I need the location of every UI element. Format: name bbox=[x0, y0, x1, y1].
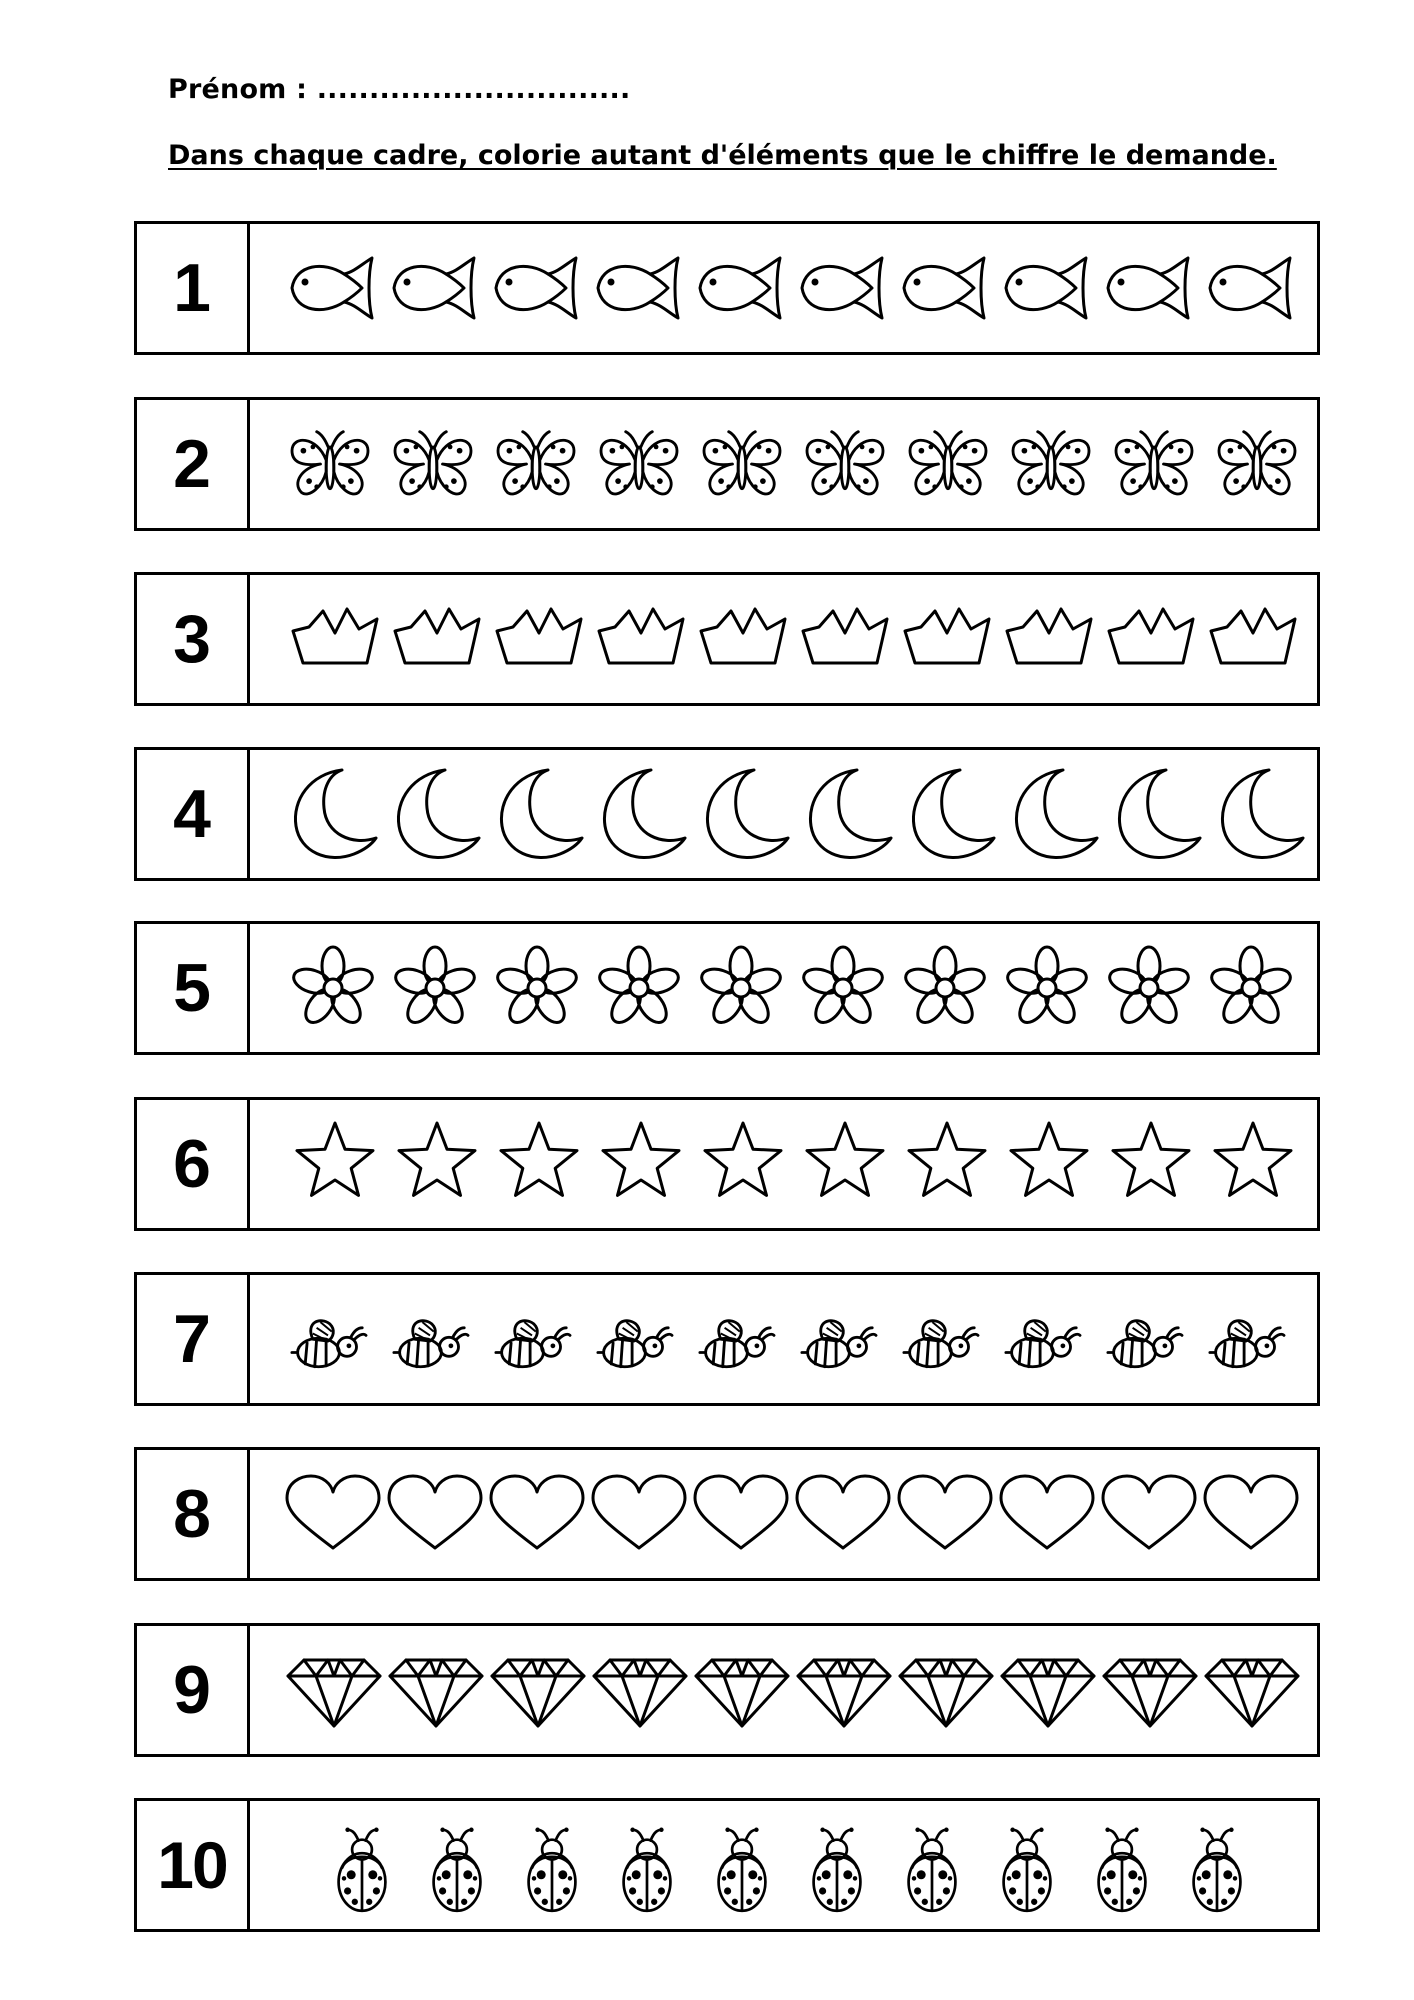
row-number: 3 bbox=[137, 575, 250, 703]
items-svg bbox=[250, 400, 1317, 528]
bee-icon[interactable] bbox=[1210, 1321, 1284, 1367]
diamond-icon[interactable] bbox=[696, 1660, 788, 1726]
star-icon[interactable] bbox=[909, 1123, 985, 1195]
items-svg bbox=[250, 224, 1317, 352]
items-svg bbox=[250, 1450, 1317, 1578]
heart-icon[interactable] bbox=[1103, 1476, 1195, 1548]
row-number: 4 bbox=[137, 750, 250, 878]
items-area bbox=[250, 750, 1317, 878]
items-area bbox=[250, 575, 1317, 703]
moon-icon[interactable] bbox=[398, 770, 479, 858]
instruction: Dans chaque cadre, colorie autant d'éléments que le chiffre le demande. bbox=[168, 140, 1277, 171]
heart-icon[interactable] bbox=[797, 1476, 889, 1548]
items-area bbox=[250, 1275, 1317, 1403]
diamond-icon[interactable] bbox=[288, 1660, 380, 1726]
exercise-row-9 bbox=[134, 1623, 1320, 1757]
items-svg bbox=[250, 924, 1317, 1052]
exercise-row-1 bbox=[134, 221, 1320, 355]
flower-icon[interactable] bbox=[1005, 947, 1090, 1028]
star-icon[interactable] bbox=[1215, 1123, 1291, 1195]
diamond-icon[interactable] bbox=[1104, 1660, 1196, 1726]
fish-icon[interactable] bbox=[598, 258, 678, 318]
ladybug-icon[interactable] bbox=[1004, 1828, 1051, 1911]
bee-icon[interactable] bbox=[1006, 1321, 1080, 1367]
crown-icon[interactable] bbox=[599, 609, 683, 663]
star-icon[interactable] bbox=[1113, 1123, 1189, 1195]
fish-icon[interactable] bbox=[292, 258, 372, 318]
flower-icon[interactable] bbox=[393, 947, 478, 1028]
ladybug-icon[interactable] bbox=[909, 1828, 956, 1911]
flower-icon[interactable] bbox=[495, 947, 580, 1028]
items-svg bbox=[250, 1275, 1317, 1403]
ladybug-icon[interactable] bbox=[434, 1828, 481, 1911]
butterfly-icon[interactable] bbox=[1013, 432, 1089, 494]
fish-icon[interactable] bbox=[802, 258, 882, 318]
moon-icon[interactable] bbox=[1222, 770, 1303, 858]
items-svg bbox=[250, 1801, 1317, 1929]
crown-icon[interactable] bbox=[1109, 609, 1193, 663]
diamond-icon[interactable] bbox=[594, 1660, 686, 1726]
heart-icon[interactable] bbox=[1001, 1476, 1093, 1548]
bee-icon[interactable] bbox=[292, 1321, 366, 1367]
heart-icon[interactable] bbox=[389, 1476, 481, 1548]
exercise-row-8 bbox=[134, 1447, 1320, 1581]
items-area bbox=[250, 1801, 1317, 1929]
exercise-row-4 bbox=[134, 747, 1320, 881]
crown-icon[interactable] bbox=[803, 609, 887, 663]
heart-icon[interactable] bbox=[695, 1476, 787, 1548]
flower-icon[interactable] bbox=[1209, 947, 1294, 1028]
heart-icon[interactable] bbox=[287, 1476, 379, 1548]
flower-icon[interactable] bbox=[699, 947, 784, 1028]
diamond-icon[interactable] bbox=[1206, 1660, 1298, 1726]
flower-icon[interactable] bbox=[291, 947, 376, 1028]
ladybug-icon[interactable] bbox=[339, 1828, 386, 1911]
star-icon[interactable] bbox=[501, 1123, 577, 1195]
bee-icon[interactable] bbox=[496, 1321, 570, 1367]
flower-icon[interactable] bbox=[597, 947, 682, 1028]
row-number: 5 bbox=[137, 924, 250, 1052]
crown-icon[interactable] bbox=[905, 609, 989, 663]
items-area bbox=[250, 224, 1317, 352]
row-number: 7 bbox=[137, 1275, 250, 1403]
exercise-row-6 bbox=[134, 1097, 1320, 1231]
ladybug-icon[interactable] bbox=[1194, 1828, 1241, 1911]
moon-icon[interactable] bbox=[810, 770, 891, 858]
bee-icon[interactable] bbox=[700, 1321, 774, 1367]
heart-icon[interactable] bbox=[491, 1476, 583, 1548]
items-svg bbox=[250, 1626, 1317, 1754]
diamond-icon[interactable] bbox=[1002, 1660, 1094, 1726]
bee-icon[interactable] bbox=[394, 1321, 468, 1367]
butterfly-icon[interactable] bbox=[292, 432, 368, 494]
fish-icon[interactable] bbox=[1108, 258, 1188, 318]
butterfly-icon[interactable] bbox=[395, 432, 471, 494]
butterfly-icon[interactable] bbox=[498, 432, 574, 494]
fish-icon[interactable] bbox=[700, 258, 780, 318]
moon-icon[interactable] bbox=[1016, 770, 1097, 858]
crown-icon[interactable] bbox=[701, 609, 785, 663]
butterfly-icon[interactable] bbox=[704, 432, 780, 494]
row-number: 2 bbox=[137, 400, 250, 528]
exercise-row-2 bbox=[134, 397, 1320, 531]
items-svg bbox=[250, 575, 1317, 703]
crown-icon[interactable] bbox=[1211, 609, 1295, 663]
items-area bbox=[250, 1450, 1317, 1578]
exercise-row-5 bbox=[134, 921, 1320, 1055]
flower-icon[interactable] bbox=[1107, 947, 1192, 1028]
diamond-icon[interactable] bbox=[390, 1660, 482, 1726]
crown-icon[interactable] bbox=[395, 609, 479, 663]
row-number: 10 bbox=[137, 1801, 250, 1929]
ladybug-icon[interactable] bbox=[529, 1828, 576, 1911]
star-icon[interactable] bbox=[1011, 1123, 1087, 1195]
moon-icon[interactable] bbox=[501, 770, 582, 858]
ladybug-icon[interactable] bbox=[719, 1828, 766, 1911]
fish-icon[interactable] bbox=[394, 258, 474, 318]
heart-icon[interactable] bbox=[1205, 1476, 1297, 1548]
fish-icon[interactable] bbox=[496, 258, 576, 318]
items-area bbox=[250, 1100, 1317, 1228]
moon-icon[interactable] bbox=[295, 770, 376, 858]
bee-icon[interactable] bbox=[1108, 1321, 1182, 1367]
exercise-row-10 bbox=[134, 1798, 1320, 1932]
items-svg bbox=[250, 1100, 1317, 1228]
moon-icon[interactable] bbox=[604, 770, 685, 858]
star-icon[interactable] bbox=[705, 1123, 781, 1195]
name-line: Prénom : .............................. bbox=[168, 74, 631, 105]
ladybug-icon[interactable] bbox=[814, 1828, 861, 1911]
star-icon[interactable] bbox=[297, 1123, 373, 1195]
diamond-icon[interactable] bbox=[798, 1660, 890, 1726]
row-number: 6 bbox=[137, 1100, 250, 1228]
star-icon[interactable] bbox=[807, 1123, 883, 1195]
crown-icon[interactable] bbox=[1007, 609, 1091, 663]
moon-icon[interactable] bbox=[913, 770, 994, 858]
butterfly-icon[interactable] bbox=[910, 432, 986, 494]
items-area bbox=[250, 400, 1317, 528]
fish-icon[interactable] bbox=[1210, 258, 1290, 318]
butterfly-icon[interactable] bbox=[1116, 432, 1192, 494]
bee-icon[interactable] bbox=[802, 1321, 876, 1367]
flower-icon[interactable] bbox=[801, 947, 886, 1028]
items-area bbox=[250, 924, 1317, 1052]
row-number: 1 bbox=[137, 224, 250, 352]
star-icon[interactable] bbox=[399, 1123, 475, 1195]
items-area bbox=[250, 1626, 1317, 1754]
fish-icon[interactable] bbox=[1006, 258, 1086, 318]
crown-icon[interactable] bbox=[293, 609, 377, 663]
moon-icon[interactable] bbox=[1119, 770, 1200, 858]
heart-icon[interactable] bbox=[593, 1476, 685, 1548]
items-svg bbox=[250, 750, 1317, 878]
butterfly-icon[interactable] bbox=[601, 432, 677, 494]
crown-icon[interactable] bbox=[497, 609, 581, 663]
bee-icon[interactable] bbox=[904, 1321, 978, 1367]
star-icon[interactable] bbox=[603, 1123, 679, 1195]
ladybug-icon[interactable] bbox=[624, 1828, 671, 1911]
diamond-icon[interactable] bbox=[900, 1660, 992, 1726]
butterfly-icon[interactable] bbox=[807, 432, 883, 494]
exercise-row-3 bbox=[134, 572, 1320, 706]
butterfly-icon[interactable] bbox=[1219, 432, 1295, 494]
diamond-icon[interactable] bbox=[492, 1660, 584, 1726]
ladybug-icon[interactable] bbox=[1099, 1828, 1146, 1911]
heart-icon[interactable] bbox=[899, 1476, 991, 1548]
row-number: 9 bbox=[137, 1626, 250, 1754]
fish-icon[interactable] bbox=[904, 258, 984, 318]
row-number: 8 bbox=[137, 1450, 250, 1578]
exercise-row-7 bbox=[134, 1272, 1320, 1406]
flower-icon[interactable] bbox=[903, 947, 988, 1028]
moon-icon[interactable] bbox=[707, 770, 788, 858]
bee-icon[interactable] bbox=[598, 1321, 672, 1367]
